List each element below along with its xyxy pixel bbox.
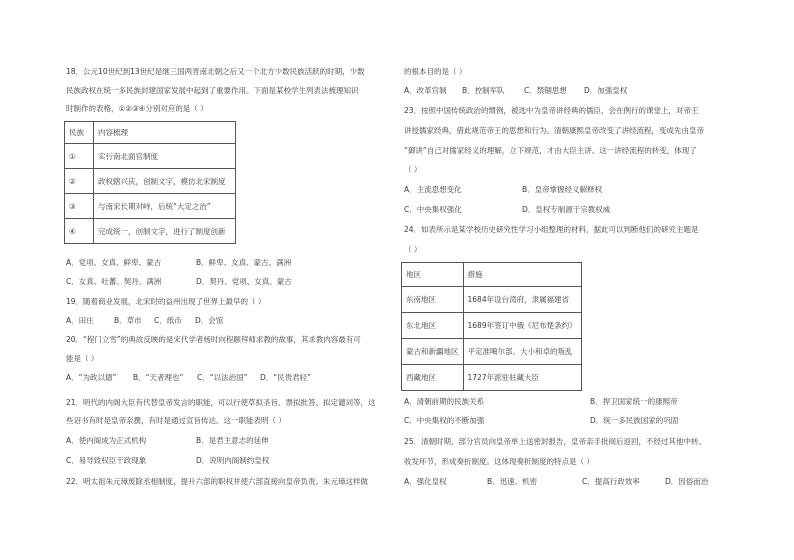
q20-stem-line-2: 能是（ ） — [66, 354, 99, 363]
table-cell: 蒙古和新疆地区 — [402, 339, 464, 365]
q18-table — [64, 121, 236, 244]
q22-line-2: 的根本目的是（ ） — [404, 67, 467, 76]
q20-option-a[interactable]: A．“为政以德” — [66, 373, 117, 382]
q25-option-b[interactable]: B．迅速、机密 — [487, 477, 538, 486]
q21-option-c[interactable]: C．易导致权臣干政现象 — [66, 456, 147, 465]
table-cell: ② — [65, 169, 94, 194]
table-cell: ① — [65, 144, 94, 169]
q22-option-a[interactable]: A．改革官制 — [404, 86, 447, 95]
table-cell: 实行南北面官制度 — [94, 144, 236, 169]
q24-option-b[interactable]: B．捍卫国家统一的康熙帝 — [590, 397, 678, 406]
q18-line-3: 时制作的表格，①②③④分别对应的是（ ） — [66, 104, 208, 113]
q19-option-c[interactable]: C．纸币 — [154, 316, 182, 325]
q24-option-c[interactable]: C．中央集权的不断加强 — [404, 416, 485, 425]
q21-option-b[interactable]: B．是君主意志的延伸 — [196, 436, 269, 445]
table-cell: 东北地区 — [402, 313, 464, 339]
q24-option-a[interactable]: A．清朝前期的民族关系 — [404, 397, 485, 406]
table-cell: 西藏地区 — [402, 365, 464, 391]
q20-option-d[interactable]: D．“民贵君轻” — [260, 373, 312, 382]
q21-line-1: 21．明代的内阁大臣有代替皇帝发言的职能，可以行使草拟圣旨、票拟批答、拟定谴词等，这 — [66, 398, 376, 407]
table-cell: 与南宋长期对峙，后统“大定之治” — [94, 194, 236, 219]
q23-option-d[interactable]: D．皇权专制源于宗教权威 — [522, 205, 611, 214]
q25-line-2: 收发环节，形成奏折制度。这体现奏折制度的特点是（ ） — [404, 457, 594, 466]
q23-option-b[interactable]: B．皇帝掌握经义解释权 — [522, 185, 603, 194]
q24-line-2: （ ） — [404, 245, 422, 254]
q24-option-d[interactable]: D．统一多民族国家的巩固 — [590, 416, 679, 425]
q19-option-a[interactable]: A．田庄 — [66, 316, 94, 325]
q22-option-d[interactable]: D．加强皇权 — [584, 86, 628, 95]
table-cell: ④ — [65, 219, 94, 244]
table-cell: 政权辖兴庆，创制文字，模仿北宋制度 — [94, 169, 236, 194]
q22-line-1: 22．明太祖朱元璋废除丞相制度，提升六部的职权并使六部直接向皇帝负责。朱元璋这样做 — [66, 477, 369, 486]
q18-option-b[interactable]: B．鲜卑、女真、蒙古、满洲 — [196, 258, 292, 267]
q25-option-a[interactable]: A．强化皇权 — [404, 477, 447, 486]
q21-option-a[interactable]: A．使内阁成为正式机构 — [66, 436, 147, 445]
q22-option-b[interactable]: B．控制军队 — [462, 86, 505, 95]
q24-table-header-measures: 措施 — [463, 263, 581, 287]
table-cell: 1727年派驻驻藏大臣 — [463, 365, 581, 391]
q22-option-c[interactable]: C．禁锢思想 — [524, 86, 567, 95]
q23-line-3: “御讲”自己对儒家经义的理解，立下规范，才由大臣主讲。这一讲经流程的转变，体现了 — [404, 146, 697, 155]
q23-option-a[interactable]: A．主流思想变化 — [404, 185, 462, 194]
q23-option-c[interactable]: C．中央集权强化 — [404, 205, 462, 214]
q18-option-a[interactable]: A．党项、女真、鲜卑、蒙古 — [66, 258, 162, 267]
q20-option-c[interactable]: C．“以法治国” — [197, 373, 248, 382]
q18-table-header-ethnic: 民族 — [65, 122, 94, 144]
q18-line-1: 18．公元10世纪到13世纪是继三国两晋南北朝之后又一个北方少数民族活跃的时期，少数 — [66, 67, 365, 76]
q19-option-b[interactable]: B．草市 — [114, 316, 142, 325]
q18-option-d[interactable]: D．契丹、党项、女真、蒙古 — [196, 277, 292, 286]
q21-line-2: 些诏书有时是皇帝亲撰，有时是通过宣旨传达。这一职能表明（ ） — [66, 416, 286, 425]
q24-table — [401, 262, 582, 391]
q19-option-d[interactable]: D．会馆 — [195, 316, 224, 325]
table-cell: 完成统一，创制文字，进行了制度创新 — [94, 219, 236, 244]
q21-option-d[interactable]: D．说明内阁制约皇权 — [196, 456, 270, 465]
q25-option-d[interactable]: D．因俗而治 — [665, 477, 709, 486]
q23-line-2: 讲授儒家经典，借此规范帝王的思想和行为。清朝康熙皇帝改变了讲经流程，变成先由皇帝 — [404, 126, 704, 135]
table-cell: 东南地区 — [402, 287, 464, 313]
q24-table-header-region: 地区 — [402, 263, 464, 287]
right-column — [400, 0, 794, 560]
q25-option-c[interactable]: C．提高行政效率 — [582, 477, 640, 486]
q18-option-c[interactable]: C．女真、吐蕃、契丹、满洲 — [66, 277, 162, 286]
q24-line-1: 24．如表所示是某学校历史研究性学习小组整理的材料，据此可以判断他们的研究主题是 — [404, 225, 699, 234]
q18-line-2: 民族政权在统一多民族封建国家发展中起到了重要作用。下面是某校学生列表法梳理知识 — [66, 86, 359, 95]
q25-line-1: 25．清朝时期，部分官员向皇帝单上送密封报告，皇帝亲手批阅后返回，不经过其他中转、 — [404, 437, 707, 446]
q19-stem: 19．随着商业发展，北宋时的益州出现了世界上最早的（ ） — [66, 297, 266, 306]
q20-option-b[interactable]: B．“天者理也” — [133, 373, 184, 382]
q18-table-header-content: 内容梳理 — [94, 122, 236, 144]
table-cell: 平定准噶尔部、大小和卓的叛乱 — [463, 339, 581, 365]
table-cell: 1689年签订中俄《尼布楚条约》 — [463, 313, 581, 339]
table-cell: ③ — [65, 194, 94, 219]
table-cell: 1684年设台湾府，隶属福建省 — [463, 287, 581, 313]
q20-stem: 20．“程门立雪”的典故反映的是宋代学者杨时向程颐拜师求教的故事，其求教内容最有可 — [66, 335, 361, 344]
q23-line-4: （ ） — [404, 165, 422, 174]
q23-line-1: 23．按照中国传统政治的惯例，被选中为皇帝讲经典的儒臣，会在例行的课堂上，对帝王 — [404, 106, 699, 115]
